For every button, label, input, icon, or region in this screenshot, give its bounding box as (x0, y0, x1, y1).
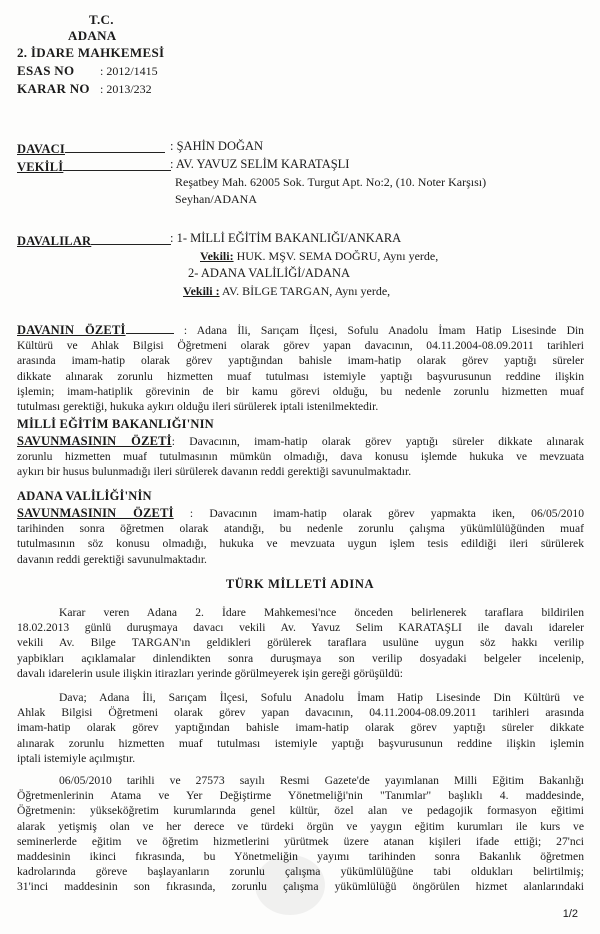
ozet-paragraph (17, 323, 584, 414)
header-court: 2. İDARE MAHKEMESİ (17, 45, 165, 60)
header-country: T.C. (89, 12, 114, 27)
savunma1-line: aykırı bir husus bulunmadığı ileri sürülerek davanın reddi gerektiği savunulmaktadır. (17, 465, 412, 479)
karar-line: davalı idarelerin usule ilişkin itirazları yerinde görülmeyerek işin gereği görüşüldü: (17, 666, 404, 680)
ozet-text: : Adana İli, Sarıçam İlçesi, Sofulu Anadolu İmam Hatip Lisesinde Din (183, 324, 584, 337)
davali-2-vekil (183, 284, 390, 299)
vekili-underline (63, 170, 171, 171)
dava-line: Ahlak Bilgisi Öğretmeni olarak görev yapan davacının, 04.11.2004-08.09.2011 tarihleri arasında (17, 706, 584, 720)
turk-milleti-adina-title: TÜRK MİLLETİ ADINA (225, 577, 375, 591)
davali-2-vekil-value: AV. BİLGE TARGAN, Aynı yerde, (221, 284, 391, 298)
davalilar-row (17, 232, 171, 250)
esas-label: ESAS NO (17, 63, 75, 78)
ozet-line: dikkate alınarak zorunlu hizmetten muaf tutulması istemiyle yaptığı başvurusunun reddine ilişkin (17, 369, 584, 383)
savunma2-text: : Davacının imam-hatip olarak görev yapmakta iken, 06/05/2010 (189, 507, 584, 520)
savunma1-text: : Davacının, imam-hatip olarak görev yaptığı süreler dikkate alınarak (171, 435, 584, 448)
dava-line: imam-hatip olarak görev yaptığından bahisle imam-hatip olarak görev yaptığı süreler dikkate (17, 721, 584, 735)
page-number: 1/2 (562, 908, 578, 920)
ozet-line: Kültürü ve Ahlak Bilgisi Öğretmeni olarak görev yapan davacının, 04.11.2004-08.09.2011 tarihleri (17, 339, 584, 353)
savunma2-title: ADANA VALİLİĞİ'NİN (17, 489, 152, 503)
dava-line: iptali istemiyle açılmıştır. (17, 751, 136, 765)
resmi-line: kadrolarında göreve başlayanların zorunlu çalışma yükümlülüğüne tabi oldukları belirtilmiş; (17, 865, 584, 879)
vekili-label: VEKİLİ (17, 160, 64, 174)
esas-value: : 2012/1415 (100, 64, 158, 78)
savunma2-label: SAVUNMASININ ÖZETİ (17, 506, 174, 520)
savunma1-paragraph (17, 434, 584, 480)
davaci-label: DAVACI (17, 142, 65, 156)
davali-1: : 1- MİLLİ EĞİTİM BAKANLIĞI/ANKARA (170, 231, 402, 245)
dava-paragraph (17, 690, 584, 766)
savunma2-line: tutulmasının söz konusu olmadığı, hukuka ve mevzuata uygun işlem tesis edildiği ileri sürülerek (17, 537, 584, 551)
karar-paragraph (17, 605, 584, 681)
savunma1-line: zorunlu hizmetten muaf tutulmasının mümkün olmadığı, dava konusu işlemde hukuka ve mevzuata (17, 450, 584, 464)
karar-line: vekili Av. Bilge TARGAN'ın geldikleri görülerek taraflara usulüne uygun söz hakkı verilip (17, 636, 584, 650)
ozet-line: işlemin; imam-hatiplik görevinin de bir kamu görevi olduğu, bu nedenle zorunlu hizmetten muaf (17, 384, 584, 398)
header-city: ADANA (68, 28, 117, 43)
davaci-value: : ŞAHİN DOĞAN (170, 139, 264, 153)
seal-smudge (255, 855, 325, 915)
resmi-line: 06/05/2010 tarihli ve 27573 sayılı Resmi Gazete'de yayımlanan Milli Eğitim Bakanlığı (59, 774, 584, 787)
dava-line: Dava; Adana İli, Sarıçam İlçesi, Sofulu Anadolu İmam Hatip Lisesinde Din Kültürü ve (59, 691, 584, 704)
karar-line: yapbikları açıklamalar dinlendikten sonra duruşmaya son verilip dosyadaki belgeler incelenip, (17, 651, 584, 665)
davaci-row (17, 140, 165, 158)
dava-line: alınarak zorunlu hizmetten muaf tutulması istemiyle yaptığı başvurusunun reddine ilişkin işlemin (17, 736, 584, 750)
ozet-underline (126, 333, 174, 334)
vekili-address-line1: Reşatbey Mah. 62005 Sok. Turgut Apt. No:2, (10. Noter Karşısı) (175, 175, 487, 189)
savunma1-title: MİLLİ EĞİTİM BAKANLIĞI'NIN (17, 417, 214, 431)
savunma2-paragraph (17, 506, 584, 567)
resmi-line: alarak yetişmiş olan ve her derece ve türdeki örgün ve yaygın eğitim kurumları ile kurs ve (17, 819, 584, 833)
resmi-line: Öğretmenin: yükseköğretim kurumlarında genel kültür, özel alan ve pedagojik formasyon eğitimi (17, 804, 584, 818)
resmi-line: maddesinin ikinci fıkrasında, bu Yönetmeliğin yayımı tarihinden sonra Bakanlık öğretmen (17, 850, 584, 864)
vekili-value: : AV. YAVUZ SELİM KARATAŞLI (170, 157, 350, 171)
davali-2: 2- ADANA VALİLİĞİ/ADANA (188, 266, 351, 280)
davali-1-vekil-label: Vekili: (200, 249, 234, 263)
savunma2-line (17, 506, 584, 521)
davalilar-underline (91, 244, 171, 245)
savunma2-line: tarihinden sonra öğretmen olarak atandığı, bu nedenle zorunlu çalışma yükümlülüğünden muaf (17, 522, 584, 536)
vekili-row (17, 158, 171, 176)
vekili-address-line2: Seyhan/ADANA (175, 192, 257, 206)
resmi-line: 31'inci maddesinin son fıkrasında, zorunlu çalışma yükümlülüğü öngörülen hizmet alanlarındaki (17, 880, 584, 894)
ozet-label: DAVANIN ÖZETİ (17, 323, 126, 337)
karar-value: : 2013/232 (100, 82, 152, 96)
savunma1-line (17, 434, 584, 449)
davali-2-vekil-label: Vekili : (183, 284, 220, 298)
karar-label: KARAR NO (17, 81, 90, 96)
resmi-line: Öğretmenlerinin Atama ve Yer Değiştirme Yönetmeliği'nin "Tanımlar" başlıklı 4. maddesinde, (17, 789, 584, 803)
karar-line: Karar veren Adana 2. İdare Mahkemesi'nce önceden belirlenerek taraflara bildirilen (59, 606, 584, 619)
ozet-line: arasında imam-hatip olarak görev yaptığından bahisle imam-hatip olarak görev yaptığı süreler (17, 354, 584, 368)
davali-1-vekil-value: HUK. MŞV. SEMA DOĞRU, Aynı yerde, (236, 249, 439, 263)
davalilar-label: DAVALILAR (17, 234, 92, 248)
ozet-line: tutulması gerektiği, hukuka aykırı olduğu ileri sürülerek iptali istenilmektedir. (17, 400, 379, 414)
ozet-line (17, 323, 584, 338)
savunma2-line: davanın reddi gerektiği savunulmaktadır. (17, 552, 207, 566)
savunma1-label: SAVUNMASININ ÖZETİ (17, 434, 172, 448)
davali-1-vekil (200, 249, 438, 264)
karar-line: 18.02.2013 günlü duruşmaya davacı vekili Av. Yavuz Selim KARATAŞLI ile davalı idareler (17, 621, 584, 635)
davaci-underline (65, 152, 165, 153)
resmi-line: seminerlerde eğitim ve öğretim hizmetlerini yürütmek üzere atanan kişileri ifade ettiği; 27'nci (17, 834, 584, 848)
